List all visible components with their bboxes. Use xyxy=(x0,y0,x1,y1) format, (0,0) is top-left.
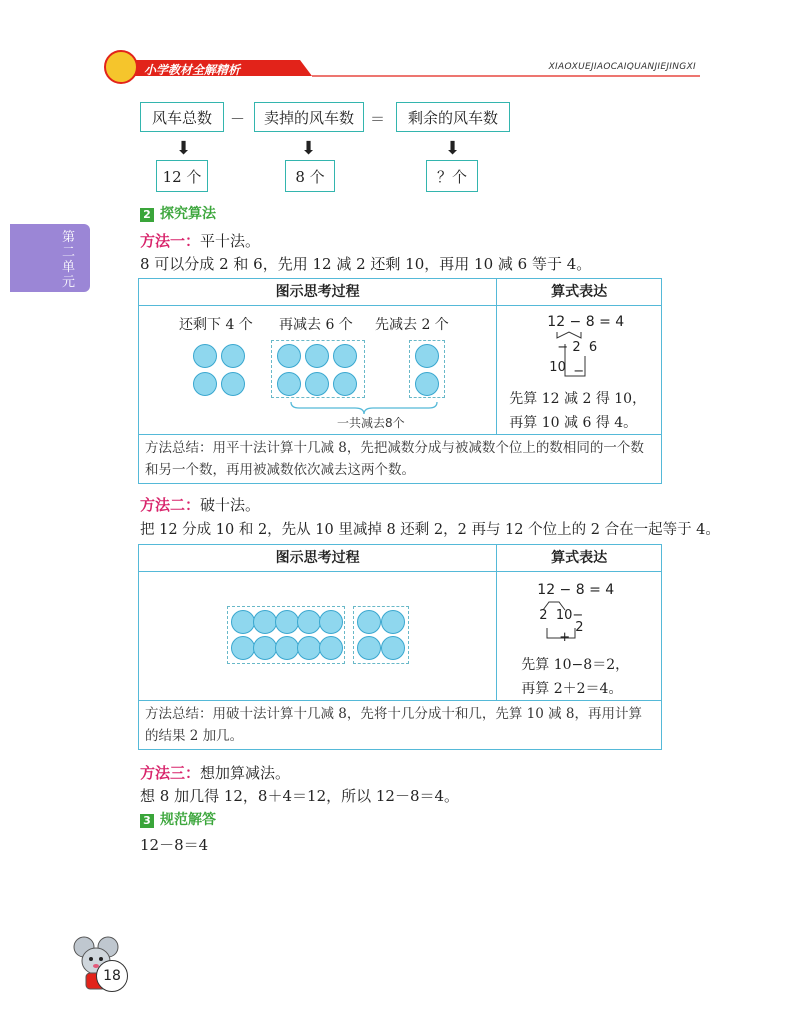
method-3-name: 想加算减法。 xyxy=(200,764,291,782)
counter-circle xyxy=(231,610,255,634)
section-3-number: 3 xyxy=(140,814,154,828)
method-1-desc: 8 可以分成 2 和 6，先用 12 减 2 还剩 10，再用 10 减 6 等于 4。 xyxy=(140,255,592,273)
counter-circle xyxy=(333,372,357,396)
m1-summary: 方法总结：用平十法计算十几减 8，先把减数分成与被减数个位上的数相同的一个数和另一个数，再用被减数依次减去这两个数。 xyxy=(139,435,662,484)
m1-diagram-cell xyxy=(139,306,497,435)
side-tab xyxy=(10,224,90,292)
m2-expl-1: 先算 10−8＝2， xyxy=(521,657,630,673)
m1-brace-label: 一共减去8个 xyxy=(337,416,405,430)
m1-col1-header: 图示思考过程 xyxy=(139,279,497,306)
counter-circle xyxy=(275,610,299,634)
counter-circle xyxy=(381,636,405,660)
counter-circle xyxy=(253,636,277,660)
header-title: 小学教材全解精析 xyxy=(144,63,241,77)
counter-circle xyxy=(231,636,255,660)
method-1-name: 平十法。 xyxy=(200,232,261,250)
m1-expl-1: 先算 12 减 2 得 10， xyxy=(509,391,647,407)
m2-summary: 方法总结：用破十法计算十几减 8，先将十几分成十和几，先算 10 减 8，再用计算的结果 2 加几。 xyxy=(139,701,662,750)
m1-label-left: 还剩下 4 个 xyxy=(179,317,253,333)
section-2-heading xyxy=(140,203,216,223)
m2-expl-2: 再算 2＋2＝4。 xyxy=(521,681,623,697)
method-2-heading xyxy=(140,494,260,515)
m2-col1-header: 图示思考过程 xyxy=(139,545,497,572)
section-3-heading xyxy=(140,809,216,829)
method-3-label: 方法三： xyxy=(140,764,201,782)
m1-label-mid: 再减去 6 个 xyxy=(279,317,353,333)
counter-circle xyxy=(221,344,245,368)
header-bar xyxy=(100,56,700,78)
m1-eq-ten: 10 xyxy=(549,360,566,375)
counter-circle xyxy=(193,344,217,368)
method-2-label: 方法二： xyxy=(140,496,201,514)
box-total: 风车总数 xyxy=(140,102,224,132)
m2-eq-main: 12 − 8 = 4 xyxy=(537,582,615,598)
m1-label-right: 先减去 2 个 xyxy=(375,317,449,333)
counter-circle xyxy=(297,610,321,634)
box-sold-value: 8 个 xyxy=(285,160,335,192)
method-2-name: 破十法。 xyxy=(200,496,261,514)
method-1-table xyxy=(138,278,662,484)
m1-eq-main: 12 − 8 = 4 xyxy=(547,314,625,330)
equals-sign: ＝ xyxy=(370,110,386,128)
side-tab-label: 第二单元 xyxy=(62,230,76,290)
m2-formula-cell xyxy=(497,572,662,701)
counter-circle xyxy=(415,344,439,368)
section-2-title: 探究算法 xyxy=(160,206,216,222)
counter-circle xyxy=(319,610,343,634)
m1-col2-header: 算式表达 xyxy=(497,279,662,306)
header-logo xyxy=(104,50,138,84)
header-pinyin: XIAOXUEJIAOCAIQUANJIEJINGXI xyxy=(548,62,696,72)
box-remaining-value: ？个 xyxy=(426,160,478,192)
box-sold: 卖掉的风车数 xyxy=(254,102,364,132)
method-1-heading xyxy=(140,230,260,251)
method-2-table xyxy=(138,544,662,750)
method-3-desc: 想 8 加几得 12，8＋4＝12，所以 12－8＝4。 xyxy=(140,787,460,805)
counter-circle xyxy=(305,344,329,368)
counter-circle xyxy=(415,372,439,396)
counter-circle xyxy=(305,372,329,396)
section-2-number: 2 xyxy=(140,208,154,222)
counter-circle xyxy=(277,344,301,368)
m2-eq-split: 2 10− xyxy=(539,608,584,623)
section-3-title: 规范解答 xyxy=(160,812,216,828)
counter-circle xyxy=(221,372,245,396)
counter-circle xyxy=(275,636,299,660)
counter-circle xyxy=(381,610,405,634)
counter-circle xyxy=(357,610,381,634)
arrow-down-icon: ⬇ xyxy=(445,138,461,159)
counter-circle xyxy=(253,610,277,634)
counter-circle xyxy=(333,344,357,368)
answer: 12－8＝4 xyxy=(140,836,209,854)
m2-diagram-cell xyxy=(139,572,497,701)
page-number: 18 xyxy=(96,960,128,992)
arrow-down-icon: ⬇ xyxy=(176,138,192,159)
counter-circle xyxy=(193,372,217,396)
minus-sign: － xyxy=(230,110,246,128)
m1-expl-2: 再算 10 减 6 得 4。 xyxy=(509,415,638,431)
method-1-label: 方法一： xyxy=(140,232,201,250)
method-2-desc: 把 12 分成 10 和 2，先从 10 里减掉 8 还剩 2，2 再与 12 个位上的 2 合在一起等于 4。 xyxy=(140,522,720,538)
box-remaining: 剩余的风车数 xyxy=(396,102,510,132)
m1-eq-op: − xyxy=(573,364,585,379)
method-3-heading xyxy=(140,762,290,783)
counter-circle xyxy=(319,636,343,660)
m2-col2-header: 算式表达 xyxy=(497,545,662,572)
counter-circle xyxy=(277,372,301,396)
m1-formula-cell xyxy=(497,306,662,435)
m2-eq-op: + xyxy=(559,630,571,645)
arrow-down-icon: ⬇ xyxy=(301,138,317,159)
counter-circle xyxy=(297,636,321,660)
m2-eq-two: 2 xyxy=(575,620,584,635)
counter-circle xyxy=(357,636,381,660)
m1-eq-split: − 2 6 xyxy=(557,340,598,355)
m2-split-lines xyxy=(537,598,597,658)
box-total-value: 12 个 xyxy=(156,160,208,192)
